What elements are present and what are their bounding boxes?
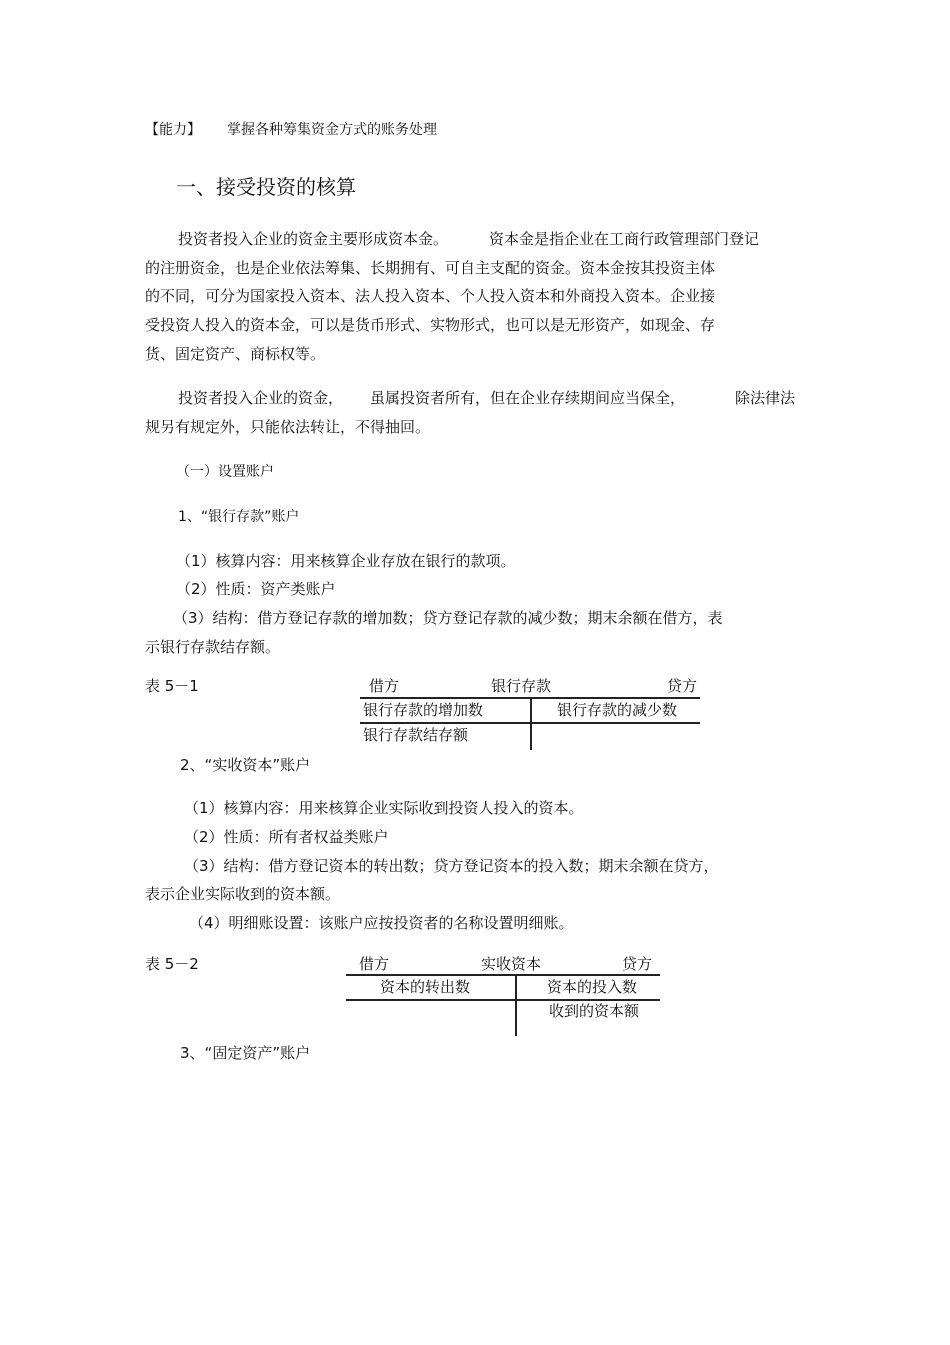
section-title: 一、接受投资的核算 (176, 175, 356, 199)
table1-left-row1: 银行存款的增加数 (363, 701, 484, 719)
table1-right-row1: 银行存款的减少数 (557, 701, 678, 719)
account2-item3a: （3）结构：借方登记资本的转出数；贷方登记资本的投入数；期末余额在贷方， (184, 857, 719, 875)
para1-line3: 的不同，可分为国家投入资本、法人投入资本、个人投入资本和外商投入资本。企业接 (145, 287, 716, 305)
account1-item2: （2）性质：资产类账户 (176, 580, 336, 598)
para2-line2: 规另有规定外，只能依法转让，不得抽回。 (145, 418, 431, 436)
account3-title: 3、“固定资产”账户 (180, 1044, 311, 1062)
para1-line5: 货、固定资产、商标权等。 (145, 345, 326, 363)
table2-account-name: 实收资本 (481, 955, 542, 973)
subsection-heading: （一）设置账户 (176, 464, 274, 480)
table2-credit-label: 贷方 (622, 955, 653, 973)
para1-line4: 受投资人投入的资本金，可以是货币形式、实物形式，也可以是无形资产，如现金、存 (145, 316, 716, 334)
table2-right-row1: 资本的投入数 (547, 978, 638, 996)
account1-item3b: 示银行存款结存额。 (145, 638, 281, 656)
para1-line1a: 投资者投入企业的资金主要形成资本金。 (178, 230, 449, 248)
table1-center-divider (530, 699, 532, 750)
para1-line1b: 资本金是指企业在工商行政管理部门登记 (489, 230, 760, 248)
account1-title: 1、“银行存款”账户 (178, 509, 300, 525)
account2-item1: （1）核算内容：用来核算企业实际收到投资人投入的资本。 (184, 799, 584, 817)
account1-item1: （1）核算内容：用来核算企业存放在银行的款项。 (176, 552, 516, 570)
table1-credit-label: 贷方 (667, 677, 698, 695)
para2-line1a: 投资者投入企业的资金， (178, 389, 344, 407)
table1-caption: 表 5－1 (145, 677, 199, 695)
table1-account-name: 银行存款 (491, 677, 552, 695)
table2-debit-label: 借方 (359, 955, 390, 973)
account1-item3a: （3）结构：借方登记存款的增加数；贷方登记存款的减少数；期末余额在借方，表 (173, 609, 723, 627)
para2-line1c: 除法律法 (735, 389, 796, 407)
account2-item2: （2）性质：所有者权益类账户 (184, 828, 389, 846)
table2-center-divider (515, 976, 517, 1036)
table2-mid-rule (346, 999, 660, 1001)
para2-line1b: 虽属投资者所有，但在企业存续期间应当保全， (370, 389, 686, 407)
ability-tag: 【能力】 (145, 122, 201, 138)
account2-item4: （4）明细账设置：该账户应按投资者的名称设置明细账。 (189, 914, 574, 932)
table1-left-row2: 银行存款结存额 (363, 726, 469, 744)
table1-debit-label: 借方 (369, 677, 400, 695)
para1-line2: 的注册资金，也是企业依法筹集、长期拥有、可自主支配的资金。资本金按其投资主体 (145, 259, 716, 277)
table2-caption: 表 5－2 (145, 955, 199, 973)
account2-title: 2、“实收资本”账户 (180, 756, 311, 774)
table2-top-rule (346, 974, 660, 976)
table2-left-row1: 资本的转出数 (380, 978, 471, 996)
ability-text: 掌握各种筹集资金方式的账务处理 (227, 122, 437, 138)
table2-right-row2: 收到的资本额 (549, 1002, 640, 1020)
account2-item3b: 表示企业实际收到的资本额。 (145, 885, 341, 903)
